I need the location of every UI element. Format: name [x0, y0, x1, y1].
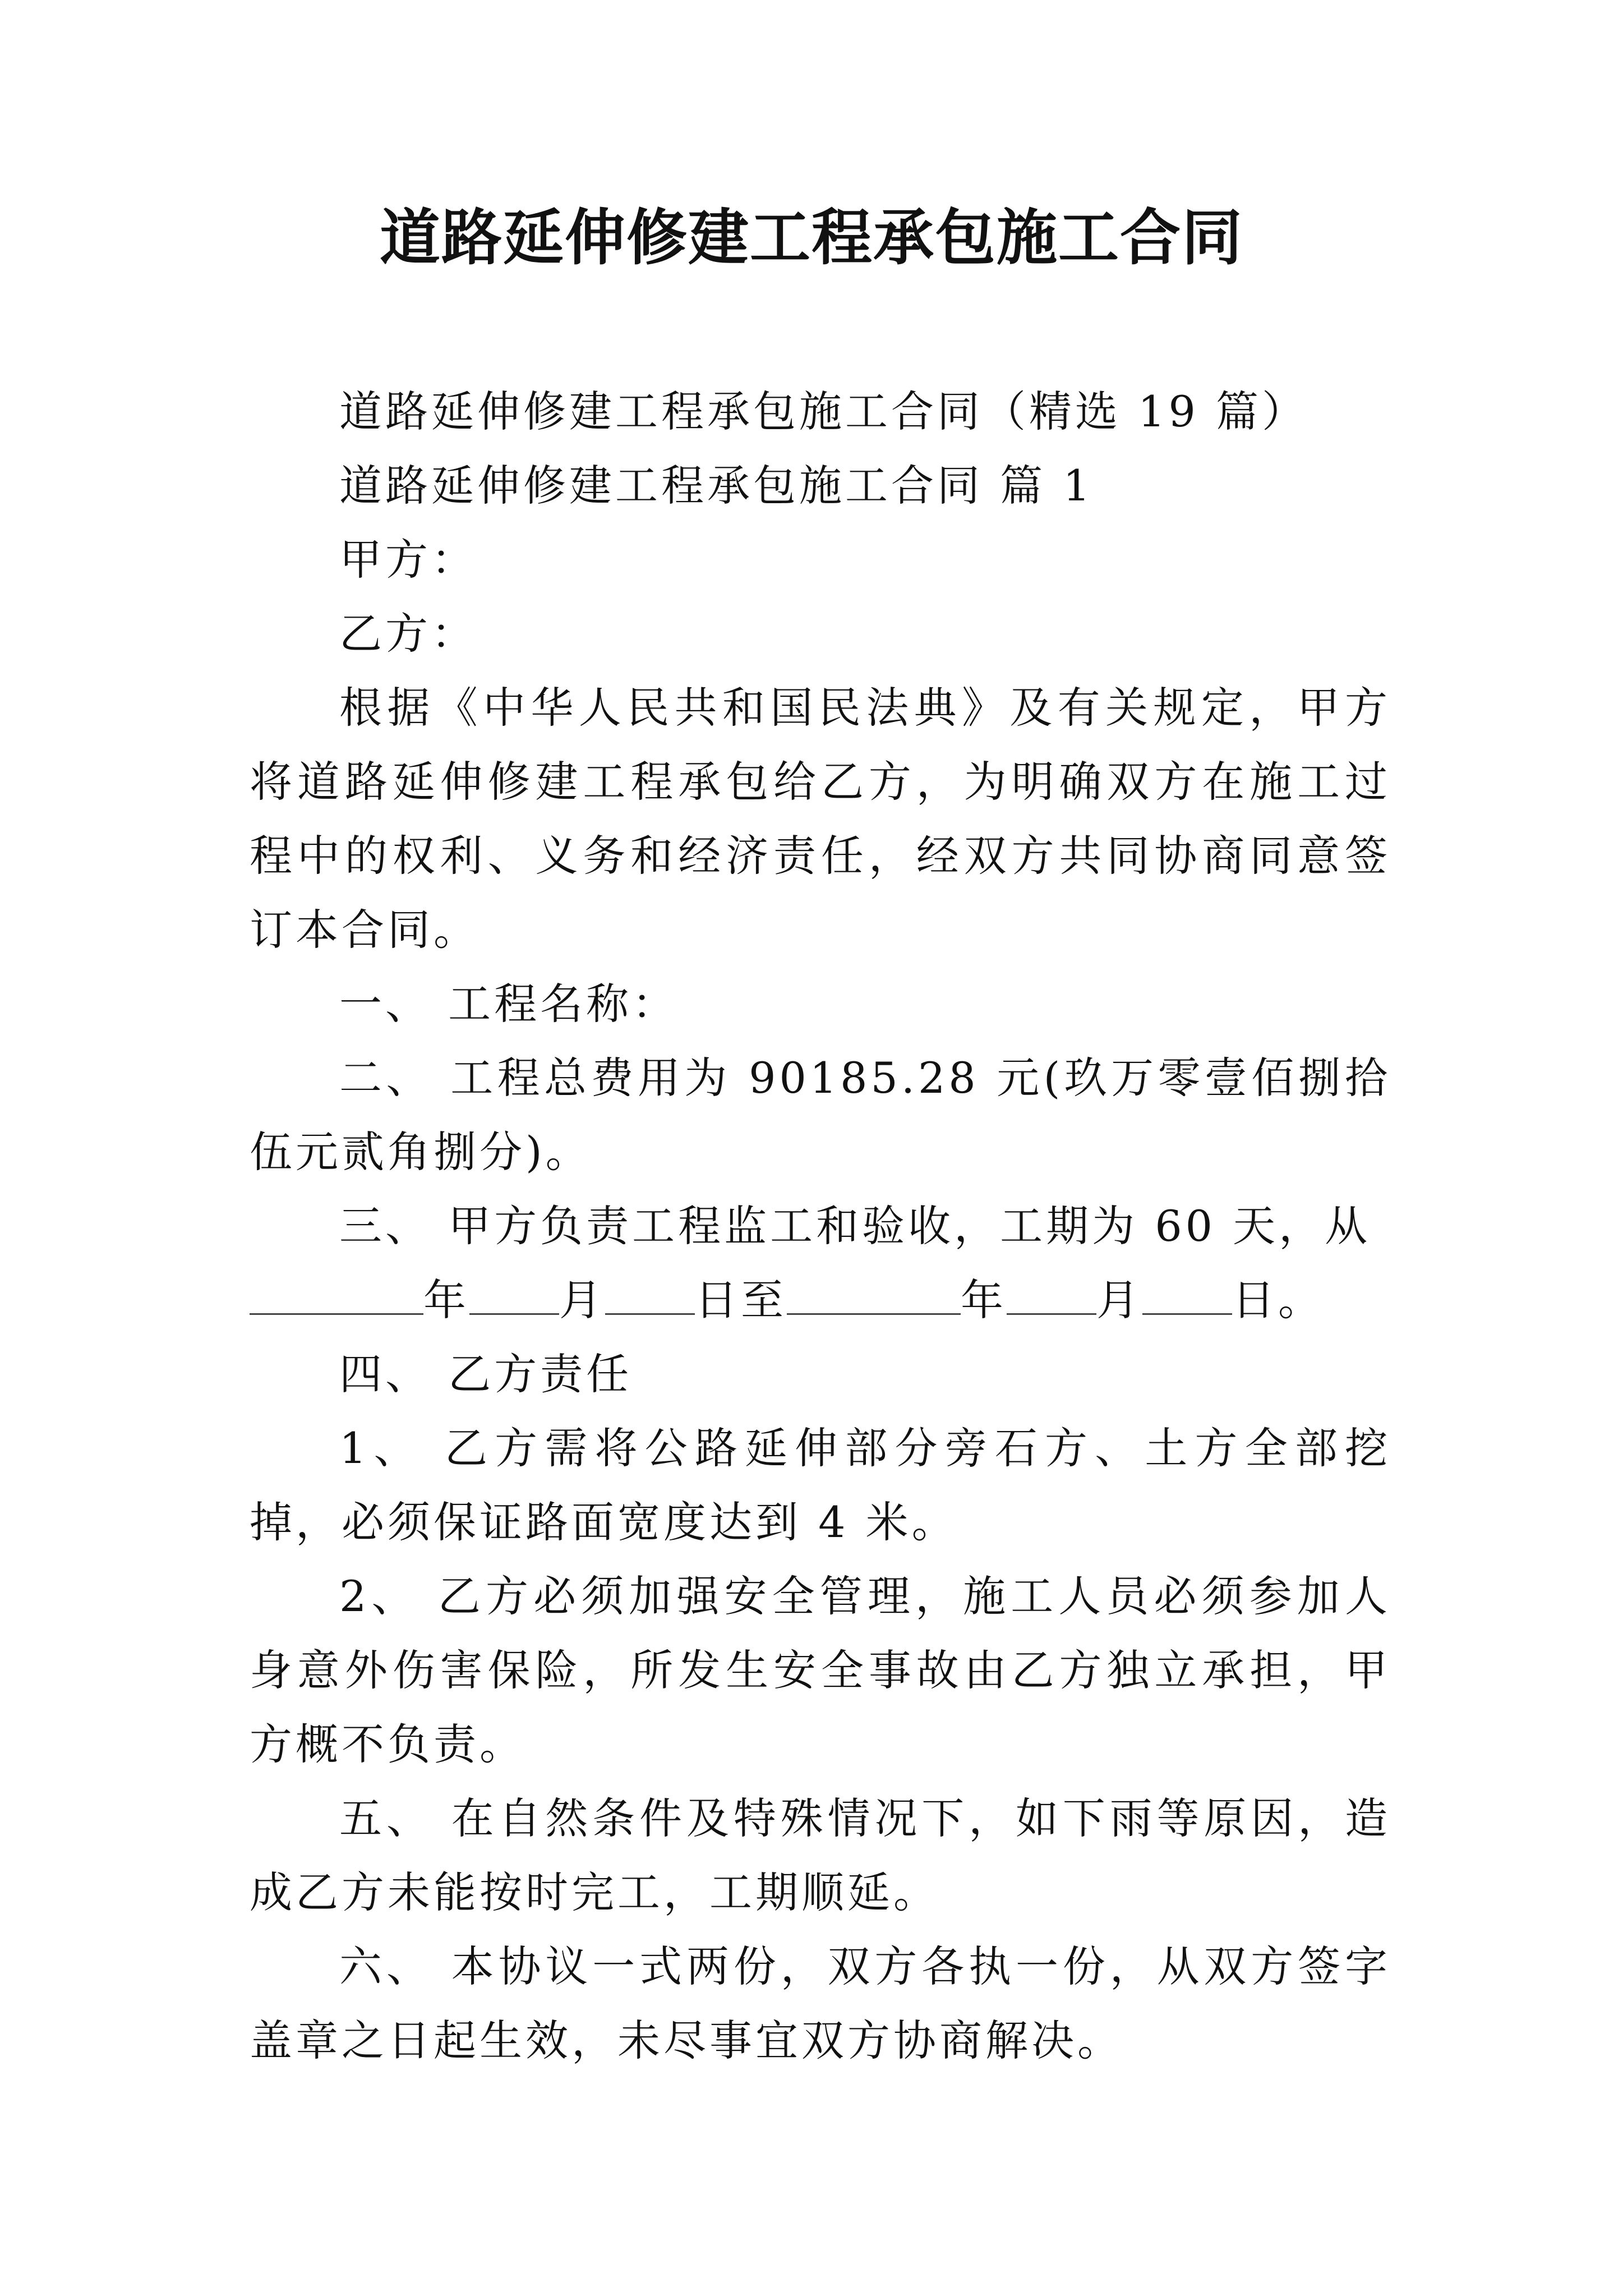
clause-5: 五、 在自然条件及特殊情况下，如下雨等原因，造成乙方未能按时完工，工期顺延。: [250, 1793, 1391, 1917]
clause-4-2: 2、 乙方必须加强安全管理，施工人员必须参加人身意外伤害保险，所发生安全事故由乙方独立承担，甲方概不负责。: [250, 1571, 1391, 1769]
clause-6: 六、 本协议一式两份，双方各执一份，从双方签字盖章之日起生效，未尽事宜双方协商解决。: [250, 1941, 1391, 2065]
clause-4-1: 1、 乙方需将公路延伸部分旁石方、土方全部挖掉，必须保证路面宽度达到 4 米。: [250, 1423, 1391, 1547]
document-title: 道路延伸修建工程承包施工合同: [379, 203, 1243, 273]
blank-year-end: [787, 1268, 961, 1315]
party-b-label: 乙方：: [339, 609, 477, 659]
blank-day-start: [605, 1268, 695, 1315]
intro-paragraph: 根据《中华人民共和国民法典》及有关规定，甲方将道路延伸修建工程承包给乙方，为明确双方在施工过程中的权利、义务和经济责任，经双方共同协商同意签订本合同。: [250, 683, 1391, 955]
month-start-label: 月: [559, 1275, 605, 1325]
subtitle: 道路延伸修建工程承包施工合同（精选 19 篇）: [339, 386, 1308, 436]
section-heading: 道路延伸修建工程承包施工合同 篇 1: [339, 461, 1094, 510]
day-start-label: 日至: [695, 1275, 787, 1325]
day-end-label: 日。: [1232, 1275, 1324, 1325]
blank-year-start: [250, 1268, 423, 1315]
month-end-label: 月: [1096, 1275, 1142, 1325]
year-end-label: 年: [961, 1275, 1007, 1325]
party-a-label: 甲方：: [339, 535, 477, 585]
blank-day-end: [1142, 1268, 1232, 1315]
clause-2: 二、 工程总费用为 90185.28 元(玖万零壹佰捌拾伍元贰角捌分)。: [250, 1053, 1391, 1177]
clause-4: 四、 乙方责任: [339, 1349, 633, 1399]
blank-month-end: [1007, 1268, 1096, 1315]
year-start-label: 年: [423, 1275, 469, 1325]
blank-month-start: [469, 1268, 559, 1315]
clause-3: [250, 1189, 1391, 1337]
clause-1: 一、 工程名称：: [339, 979, 679, 1029]
clause-3-text: 三、 甲方负责工程监工和验收，工期为 60 天，从: [339, 1201, 1371, 1251]
document-body: [250, 375, 1391, 2078]
